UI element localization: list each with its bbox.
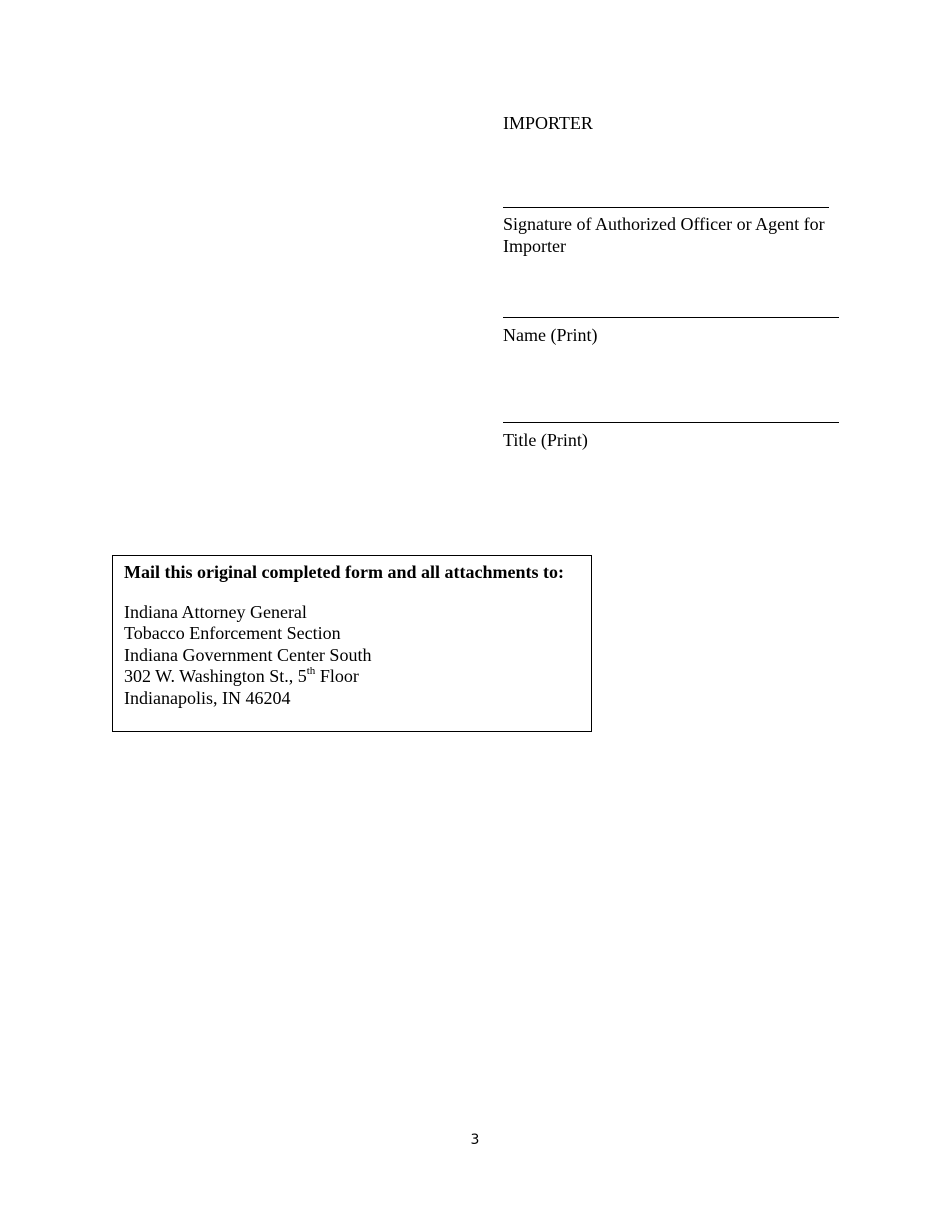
floor-ordinal-suffix: th — [306, 665, 316, 677]
address-line-5: Indianapolis, IN 46204 — [124, 687, 291, 708]
signature-line — [503, 207, 829, 208]
address-line-2: Tobacco Enforcement Section — [124, 623, 341, 643]
name-label: Name (Print) — [503, 325, 598, 345]
title-line — [503, 422, 839, 423]
street-address: 302 W. Washington St., 5 — [124, 666, 307, 686]
mailing-instructions: Mail this original completed form and all attachments to: — [124, 562, 564, 582]
address-line-4 — [124, 666, 580, 688]
signature-label: Signature of Authorized Officer or Agent for Importer — [503, 214, 825, 256]
title-label: Title (Print) — [503, 430, 588, 450]
address-line-1: Indiana Attorney General — [124, 601, 307, 622]
address-line-3: Indiana Government Center South — [124, 644, 372, 665]
page-number: 3 — [470, 1132, 480, 1148]
name-line — [503, 317, 839, 318]
importer-heading: IMPORTER — [503, 113, 593, 133]
floor-text: Floor — [315, 666, 359, 686]
mailing-address-box — [112, 555, 592, 732]
